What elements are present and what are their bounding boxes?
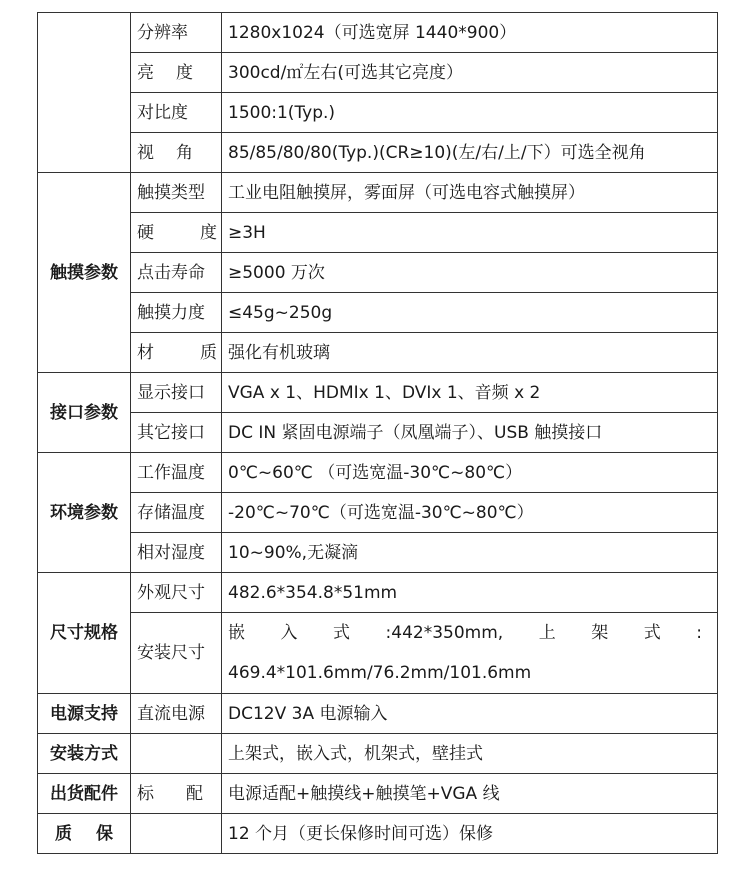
table-row <box>38 533 718 573</box>
row-value: 0℃~60℃ （可选宽温-30℃~80℃） <box>222 453 718 493</box>
category-power: 电源支持 <box>38 694 131 734</box>
category-environment: 环境参数 <box>38 453 131 573</box>
row-label: 外观尺寸 <box>131 573 222 613</box>
row-label: 相对湿度 <box>131 533 222 573</box>
table-row <box>38 173 718 213</box>
row-label: 触摸类型 <box>131 173 222 213</box>
row-label: 分辨率 <box>131 13 222 53</box>
category-warranty: 质 保 <box>38 814 131 854</box>
table-row <box>38 53 718 93</box>
row-value: 1500:1(Typ.) <box>222 93 718 133</box>
row-label: 触摸力度 <box>131 293 222 333</box>
table-row <box>38 93 718 133</box>
table-row <box>38 573 718 613</box>
table-row <box>38 333 718 373</box>
table-row <box>38 253 718 293</box>
row-label: 显示接口 <box>131 373 222 413</box>
row-value: 10~90%,无凝滴 <box>222 533 718 573</box>
row-value: 482.6*354.8*51mm <box>222 573 718 613</box>
row-value: 1280x1024（可选宽屏 1440*900） <box>222 13 718 53</box>
table-row <box>38 213 718 253</box>
row-value: 强化有机玻璃 <box>222 333 718 373</box>
category-size: 尺寸规格 <box>38 573 131 694</box>
spec-table <box>37 12 718 854</box>
table-row <box>38 453 718 493</box>
table-row <box>38 293 718 333</box>
category-touch: 触摸参数 <box>38 173 131 373</box>
table-row <box>38 13 718 53</box>
table-row <box>38 734 718 774</box>
install-size-line-2: 469.4*101.6mm/76.2mm/101.6mm <box>228 663 532 683</box>
category-install: 安装方式 <box>38 734 131 774</box>
table-row <box>38 133 718 173</box>
table-row <box>38 814 718 854</box>
row-value: 工业电阻触摸屏，雾面屏（可选电容式触摸屏） <box>222 173 718 213</box>
row-label: 存储温度 <box>131 493 222 533</box>
row-value: ≥5000 万次 <box>222 253 718 293</box>
category-accessories: 出货配件 <box>38 774 131 814</box>
row-value: DC IN 紧固电源端子（凤凰端子）、USB 触摸接口 <box>222 413 718 453</box>
category-display <box>38 13 131 173</box>
row-label <box>131 734 222 774</box>
table-row <box>38 373 718 413</box>
row-value: ≥3H <box>222 213 718 253</box>
row-label: 点击寿命 <box>131 253 222 293</box>
row-value: 上架式，嵌入式，机架式，壁挂式 <box>222 734 718 774</box>
row-value: 85/85/80/80(Typ.)(CR≥10)(左/右/上/下）可选全视角 <box>222 133 718 173</box>
row-value: 300cd/㎡左右(可选其它亮度） <box>222 53 718 93</box>
table-row <box>38 413 718 453</box>
row-value: 12 个月（更长保修时间可选）保修 <box>222 814 718 854</box>
row-value-install-size <box>222 613 718 694</box>
row-value: 电源适配+触摸线+触摸笔+VGA 线 <box>222 774 718 814</box>
row-value: DC12V 3A 电源输入 <box>222 694 718 734</box>
table-row <box>38 613 718 694</box>
row-label: 直流电源 <box>131 694 222 734</box>
row-label: 材 质 <box>131 333 222 373</box>
row-label: 标 配 <box>131 774 222 814</box>
row-label: 亮 度 <box>131 53 222 93</box>
row-label: 其它接口 <box>131 413 222 453</box>
row-label: 工作温度 <box>131 453 222 493</box>
install-size-line-1: 嵌 入 式 :442*350mm, 上 架 式 : <box>228 623 702 643</box>
row-label <box>131 814 222 854</box>
row-value: VGA x 1、HDMIx 1、DVIx 1、音频 x 2 <box>222 373 718 413</box>
row-value: -20℃~70℃（可选宽温-30℃~80℃） <box>222 493 718 533</box>
row-label: 安装尺寸 <box>131 613 222 694</box>
row-label: 视 角 <box>131 133 222 173</box>
table-row <box>38 493 718 533</box>
table-row <box>38 774 718 814</box>
row-value: ≤45g~250g <box>222 293 718 333</box>
row-label: 对比度 <box>131 93 222 133</box>
category-interface: 接口参数 <box>38 373 131 453</box>
table-row <box>38 694 718 734</box>
row-label: 硬 度 <box>131 213 222 253</box>
